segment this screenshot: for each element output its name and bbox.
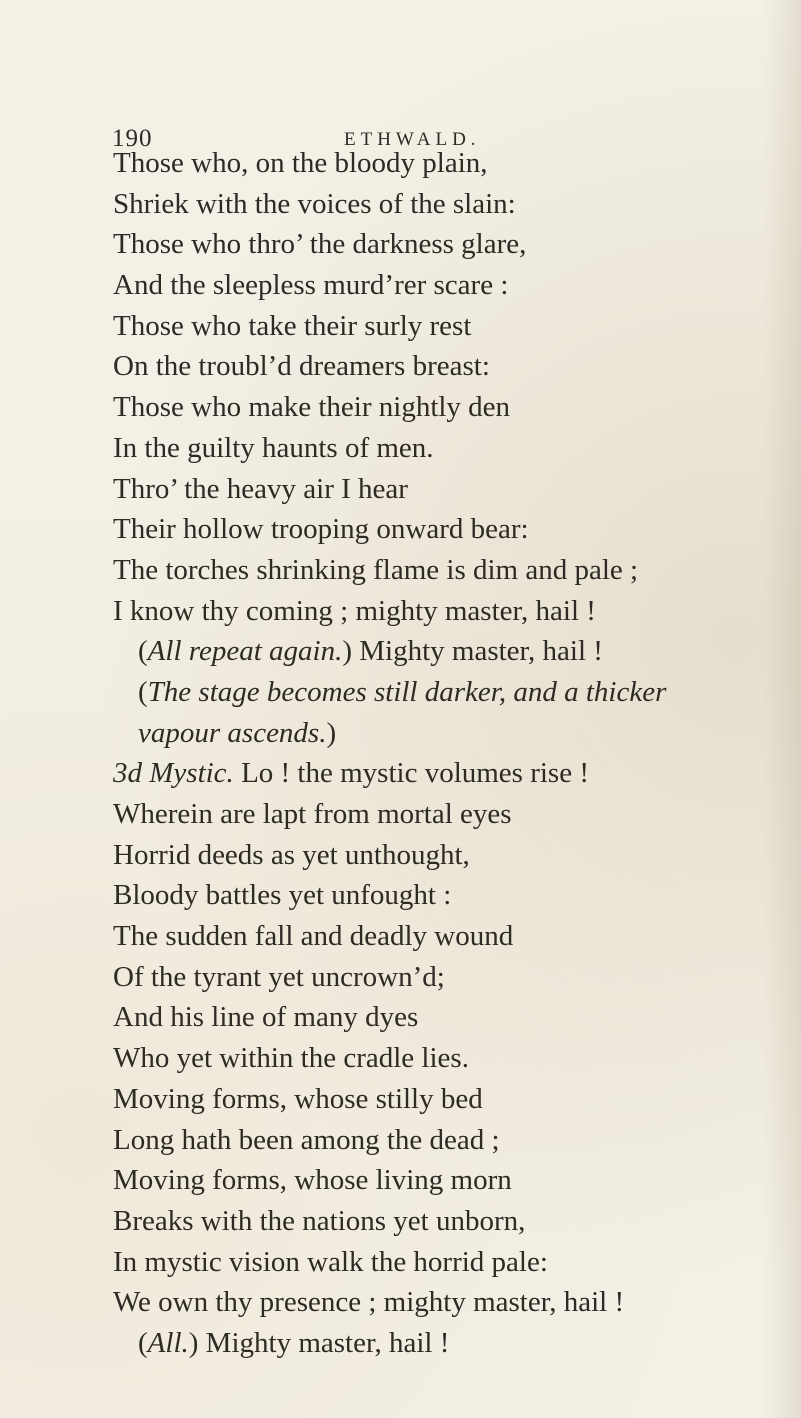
- page-number: 190: [112, 125, 153, 152]
- verse-line: Who yet within the cradle lies.: [113, 1042, 469, 1075]
- verse-line: The torches shrinking flame is dim and pale ;: [113, 553, 639, 586]
- verse-line: I know thy coming ; mighty master, hail !: [113, 594, 596, 627]
- verse-line: We own thy presence ; mighty master, hail !: [113, 1286, 625, 1319]
- verse-line: Moving forms, whose living morn: [113, 1164, 512, 1197]
- verse-line: Breaks with the nations yet unborn,: [113, 1204, 526, 1237]
- verse-line: And his line of many dyes: [113, 1001, 419, 1034]
- verse-line: Thro’ the heavy air I hear: [113, 472, 408, 505]
- speaker-line: 3d Mystic. Lo ! the mystic volumes rise !: [113, 757, 589, 790]
- verse-line: Those who take their surly rest: [113, 309, 472, 342]
- verse-line: On the troubl’d dreamers breast:: [113, 350, 490, 383]
- verse-line: Wherein are lapt from mortal eyes: [113, 798, 512, 830]
- verse-line: Horrid deeds as yet unthought,: [113, 838, 470, 871]
- verse-line: Those who make their nightly den: [113, 391, 511, 424]
- verse-line: Of the tyrant yet uncrown’d;: [113, 960, 445, 993]
- verse-line: Those who, on the bloody plain,: [113, 147, 488, 179]
- verse-line: Their hollow trooping onward bear:: [113, 513, 529, 546]
- verse-line: The sudden fall and deadly wound: [113, 920, 514, 953]
- verse-line: Shriek with the voices of the slain:: [113, 187, 516, 220]
- verse-line: Those who thro’ the darkness glare,: [113, 228, 527, 261]
- speaker-name: 3d Mystic.: [113, 757, 234, 790]
- stage-direction: (The stage becomes still darker, and a thicker: [138, 675, 667, 708]
- verse-line: And the sleepless murd’rer scare :: [113, 269, 509, 302]
- verse-line: In the guilty haunts of men.: [113, 431, 434, 464]
- verse-text: [113, 143, 793, 1364]
- running-head: ETHWALD.: [344, 129, 481, 150]
- stage-direction: (All repeat again.) Mighty master, hail !: [138, 635, 603, 668]
- verse-line: In mystic vision walk the horrid pale:: [113, 1245, 548, 1278]
- stage-direction: vapour ascends.): [138, 716, 337, 749]
- verse-line: Long hath been among the dead ;: [113, 1123, 500, 1156]
- verse-line: Moving forms, whose stilly bed: [113, 1082, 483, 1115]
- stage-direction: (All.) Mighty master, hail !: [138, 1326, 450, 1359]
- verse-line: Bloody battles yet unfought :: [113, 879, 452, 912]
